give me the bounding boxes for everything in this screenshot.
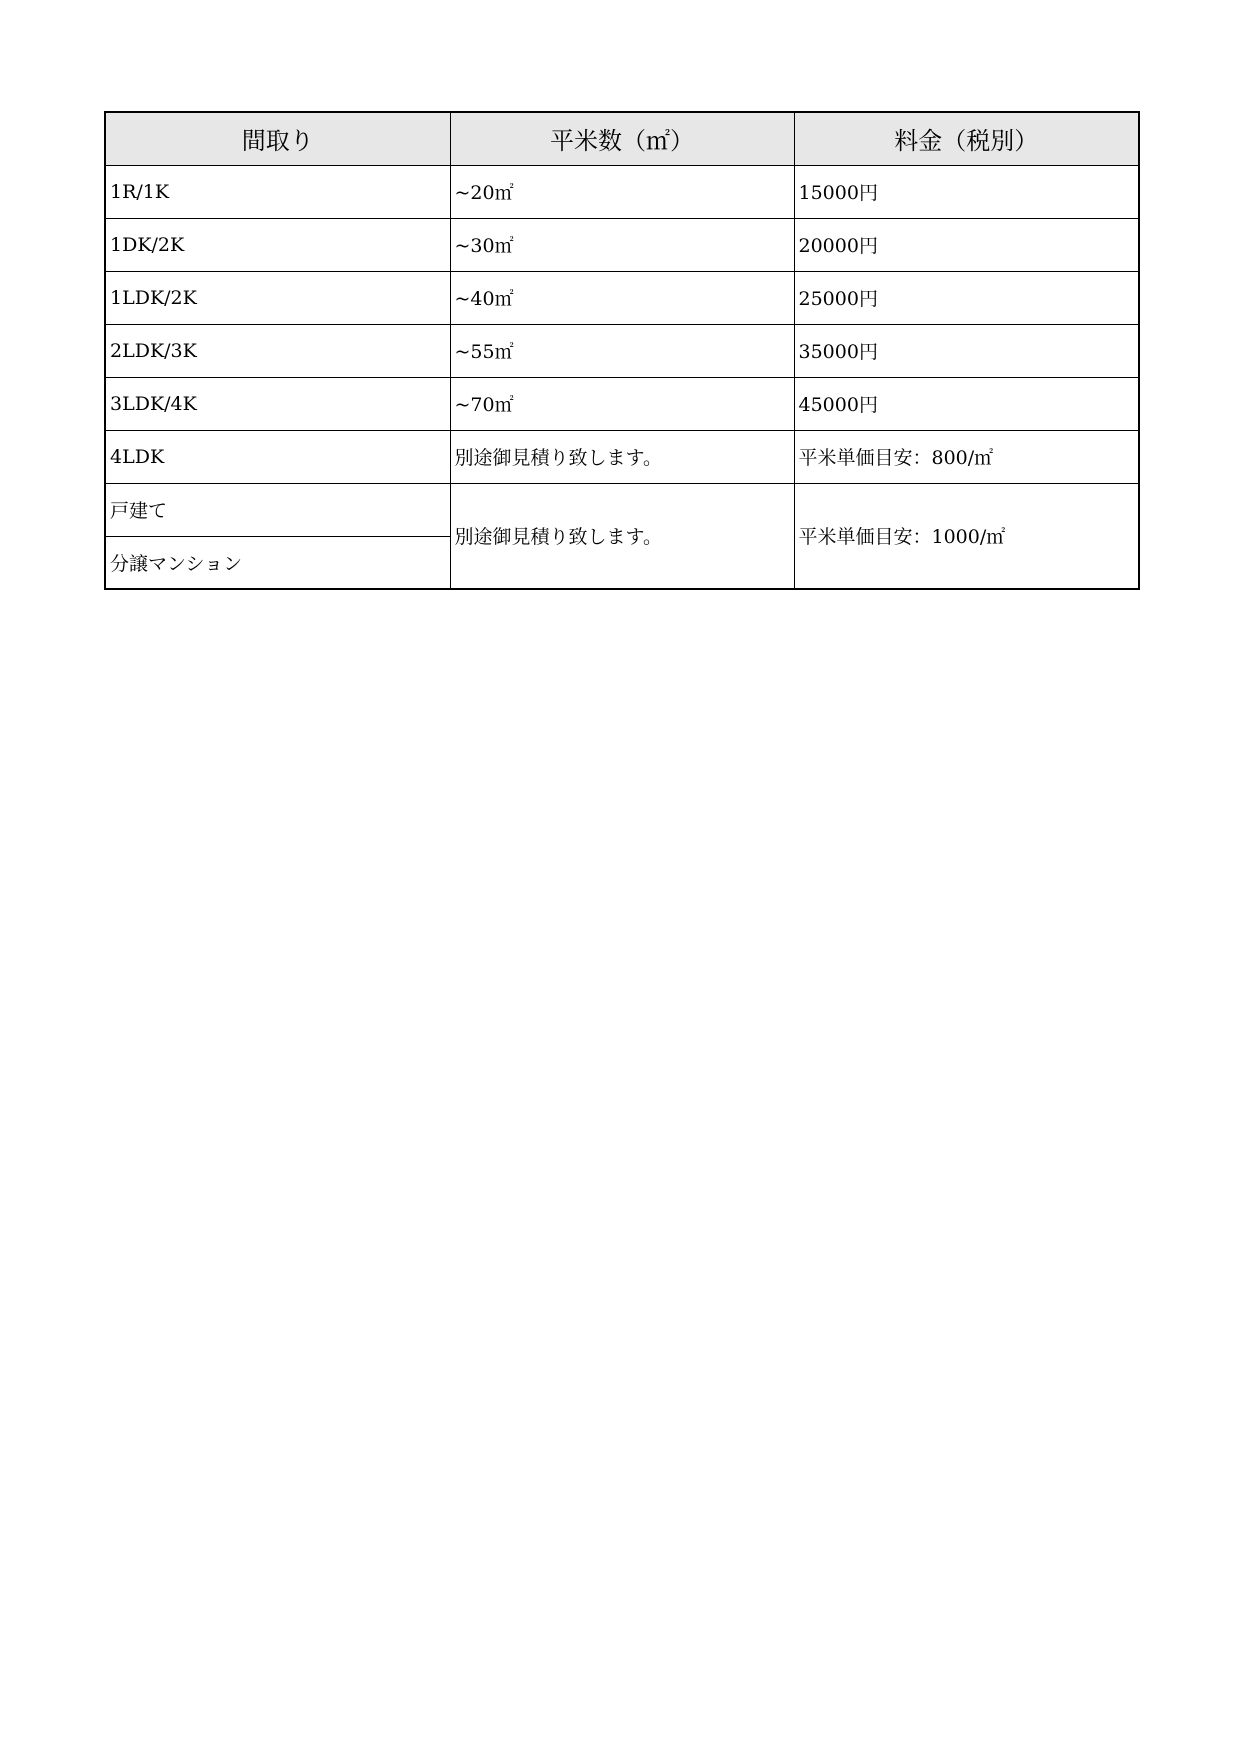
header-row <box>105 112 1139 165</box>
cell-price: 平米単価目安：800/㎡ <box>794 430 1139 483</box>
cell-price: 25000円 <box>794 271 1139 324</box>
cell-layout-detached-house: 戸建て <box>105 483 450 536</box>
table-row <box>105 324 1139 377</box>
cell-area: ~20㎡ <box>450 165 794 218</box>
cell-price: 35000円 <box>794 324 1139 377</box>
cell-layout: 1LDK/2K <box>105 271 450 324</box>
cell-price: 15000円 <box>794 165 1139 218</box>
cell-layout: 2LDK/3K <box>105 324 450 377</box>
cell-area-merged: 別途御見積り致します。 <box>450 483 794 589</box>
header-area: 平米数（㎡） <box>450 112 794 165</box>
table-row <box>105 165 1139 218</box>
table-row <box>105 483 1139 536</box>
header-price: 料金（税別） <box>794 112 1139 165</box>
price-table <box>104 111 1140 590</box>
cell-layout: 3LDK/4K <box>105 377 450 430</box>
cell-area: ~40㎡ <box>450 271 794 324</box>
cell-price: 45000円 <box>794 377 1139 430</box>
table-row <box>105 430 1139 483</box>
cell-price-merged: 平米単価目安：1000/㎡ <box>794 483 1139 589</box>
cell-layout-condominium: 分譲マンション <box>105 536 450 589</box>
cell-area: ~70㎡ <box>450 377 794 430</box>
cell-layout: 1R/1K <box>105 165 450 218</box>
table-row <box>105 218 1139 271</box>
table-row <box>105 271 1139 324</box>
cell-layout: 4LDK <box>105 430 450 483</box>
cell-area: 別途御見積り致します。 <box>450 430 794 483</box>
table-row <box>105 377 1139 430</box>
cell-area: ~30㎡ <box>450 218 794 271</box>
header-layout: 間取り <box>105 112 450 165</box>
cell-price: 20000円 <box>794 218 1139 271</box>
cell-area: ~55㎡ <box>450 324 794 377</box>
cell-layout: 1DK/2K <box>105 218 450 271</box>
